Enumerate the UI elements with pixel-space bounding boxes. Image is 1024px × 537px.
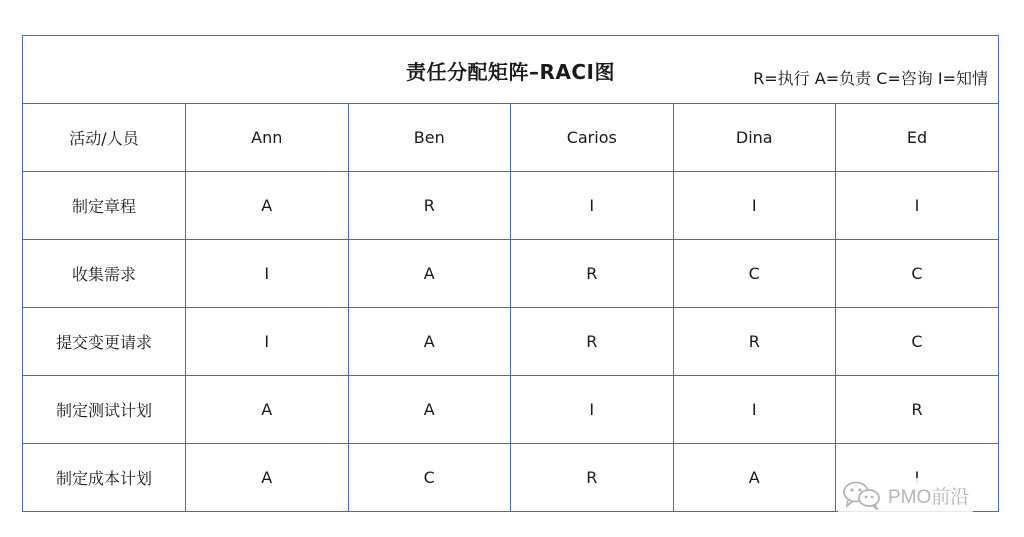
header-cell-ed: Ed [836, 104, 999, 172]
title-row [23, 36, 998, 104]
raci-cell: R [673, 308, 836, 376]
header-cell-ben: Ben [348, 104, 511, 172]
header-cell-ann: Ann [186, 104, 349, 172]
activity-cell: 提交变更请求 [23, 308, 186, 376]
activity-cell: 制定章程 [23, 172, 186, 240]
raci-table [23, 104, 998, 511]
activity-cell: 制定成本计划 [23, 444, 186, 512]
raci-cell: A [673, 444, 836, 512]
raci-cell: A [348, 376, 511, 444]
raci-cell: A [186, 444, 349, 512]
page-title: 责任分配矩阵–RACI图 [406, 60, 615, 84]
raci-cell: I [836, 172, 999, 240]
table-row [23, 376, 998, 444]
header-row [23, 104, 998, 172]
raci-cell: C [673, 240, 836, 308]
raci-cell: R [511, 444, 674, 512]
raci-cell: C [836, 240, 999, 308]
raci-cell: R [511, 240, 674, 308]
activity-cell: 收集需求 [23, 240, 186, 308]
raci-cell: I [673, 376, 836, 444]
legend: R=执行 A=负责 C=咨询 I=知情 [753, 69, 988, 88]
raci-cell: A [186, 172, 349, 240]
raci-cell: A [348, 308, 511, 376]
raci-cell: R [348, 172, 511, 240]
watermark-text: PMO前沿 [888, 486, 970, 508]
table-row [23, 240, 998, 308]
raci-cell: A [186, 376, 349, 444]
header-cell-carios: Carios [511, 104, 674, 172]
activity-cell: 制定测试计划 [23, 376, 186, 444]
raci-cell: C [348, 444, 511, 512]
table-row [23, 172, 998, 240]
table-row [23, 308, 998, 376]
raci-cell: R [511, 308, 674, 376]
header-cell-dina: Dina [673, 104, 836, 172]
watermark [838, 478, 973, 512]
raci-matrix [22, 35, 999, 512]
raci-cell: A [348, 240, 511, 308]
raci-cell: I [186, 240, 349, 308]
raci-cell: I [673, 172, 836, 240]
raci-cell: I [186, 308, 349, 376]
raci-cell: R [836, 376, 999, 444]
raci-cell: I [511, 172, 674, 240]
raci-cell: C [836, 308, 999, 376]
wechat-icon [842, 480, 882, 510]
raci-cell: I [511, 376, 674, 444]
header-cell-activity: 活动/人员 [23, 104, 186, 172]
